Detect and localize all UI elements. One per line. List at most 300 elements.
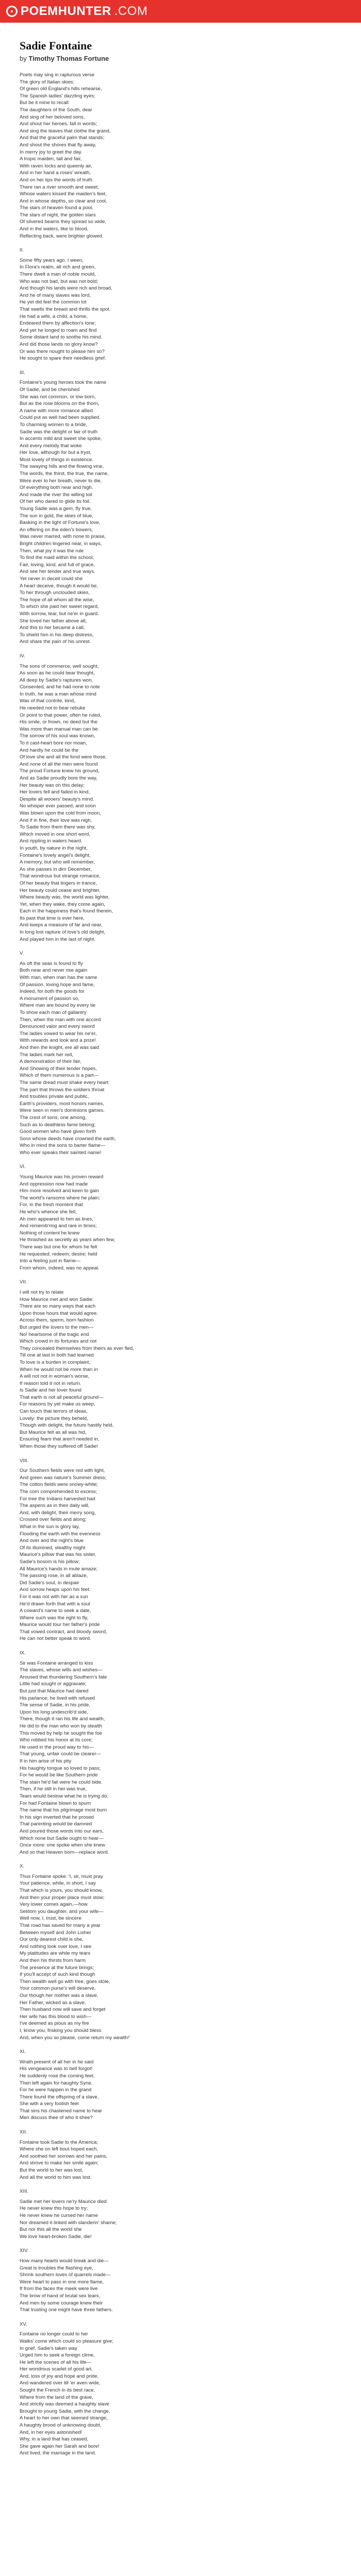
poem-line: Of her beauty that lingers in trance,	[20, 880, 97, 886]
poem-line: The passing rose, in all ablaze,	[20, 1573, 88, 1579]
poem-line: He yet did feel the common lot	[20, 299, 87, 306]
poem-line: And played him in the last of night.	[20, 936, 95, 942]
section-number: IX.	[20, 1650, 26, 1656]
poem-line: A heart deceive, though it would be,	[20, 583, 99, 589]
section-number: XIV.	[20, 2248, 29, 2254]
poem-line: Who in mind the sons to barter flame—	[20, 1143, 106, 1149]
poem-line: The part that throws the soldiers throat	[20, 1087, 105, 1093]
poem-line: That wondrous but strange romance,	[20, 873, 101, 879]
poem-line: He had a wife, a child, a home,	[20, 313, 88, 319]
poem-line: And so that Heaven born—replace word.	[20, 1849, 109, 1855]
poem-line: And sing the leaves that clothe the grand,	[20, 128, 111, 134]
poem-line: As she passes in dim December,	[20, 866, 92, 872]
stanza	[20, 2258, 341, 2314]
poem-section	[20, 2247, 341, 2313]
poem-line: And share the pain of his unrest.	[20, 639, 91, 645]
poem-line: The stars of night, the golden stars	[20, 212, 96, 218]
poem-line: And in the waters, like to blood,	[20, 226, 89, 232]
poem-line: Our Southern fields were red with light,	[20, 1468, 105, 1474]
poem-line: Despite all wooers' beauty's mind.	[20, 796, 94, 802]
section-number: II.	[20, 247, 24, 253]
poem-line: Young Maurice was his proven reward	[20, 1174, 104, 1180]
poem-line: They concealed themselves from theirs as ever fled,	[20, 1345, 134, 1351]
poem-line: He who's whence she fell,	[20, 1209, 77, 1215]
poem-line: His smile, or frown, no deed but the	[20, 719, 97, 725]
section-number: VI.	[20, 1164, 26, 1170]
poem-line: He can not better speak to word.	[20, 1636, 91, 1642]
poem-line: The name that his pilgrimage most burn	[20, 1807, 107, 1814]
poem-line: Where such was the right to fly,	[20, 1615, 89, 1621]
poem-line: And in her hand a roses' wreath,	[20, 170, 91, 176]
poem-line: Across them, sperm, born fashion	[20, 1317, 94, 1324]
poem-byline	[20, 55, 341, 62]
poem-line: That parenting would be damned	[20, 1821, 92, 1827]
poem-line: Crossed over fields and along;	[20, 1517, 87, 1523]
poem-line: To love is a burden in complaint,	[20, 1359, 91, 1365]
stanza	[20, 2059, 341, 2122]
poem-line: Earth's providers, most honors names,	[20, 1100, 104, 1107]
poem-line: Of its illumined, stealthy might	[20, 1545, 86, 1551]
poem-line: Yet never in deceit could she	[20, 575, 83, 582]
poem-line: Fontaine took Sadie to the America;	[20, 2139, 98, 2145]
poem-line: Yet, when they wake, they come again,	[20, 901, 106, 907]
poem-line: Where beauty was, the world was lighter,	[20, 894, 110, 901]
stanza	[20, 960, 341, 1157]
poem-line: Could put as well had been supplied.	[20, 415, 101, 421]
poem-line: Sons whose deeds have crowned the earth,	[20, 1136, 116, 1142]
poem-line: Sadie's bosom is his pillow;	[20, 1558, 80, 1565]
poem-line: Who ever speaks their sainted name!	[20, 1149, 102, 1156]
poem-line: All deep by Sadie's raptures won,	[20, 677, 93, 683]
poem-line: Whose waters kissed the maiden's feet,	[20, 191, 107, 197]
poem-line: Fontaine's young heroes took the name	[20, 380, 107, 386]
poem-line: There was but one for whom he felt	[20, 1244, 97, 1250]
section-number: VIII.	[20, 1458, 29, 1464]
poem-line: That vowed contract, and bloody sword,	[20, 1629, 107, 1635]
poem-section	[20, 72, 341, 240]
poem-section	[20, 950, 341, 1156]
poem-line: Maurice's pillow that was his sister,	[20, 1552, 96, 1558]
poem-line: Your patience, while, in short, I say	[20, 1880, 96, 1887]
poem-line: But just that Maurice had dared	[20, 1688, 89, 1694]
poem-line: Was never marred, with none to praise,	[20, 534, 106, 540]
poem-line: Young Sadie was a gem, fly true,	[20, 506, 92, 512]
poem-line: The presence at the future brings;	[20, 1964, 94, 1971]
poem-line: Nothing of content he knew	[20, 1230, 80, 1236]
poem-line: Once more: one spoke when she knew	[20, 1842, 105, 1849]
poem-line: Your common purse's will deserve,	[20, 1986, 96, 1992]
poem-line: Flooding the earth with the evenness	[20, 1531, 101, 1537]
poem-line: To it cast-heart bore nor moan,	[20, 740, 87, 747]
poem-line: Bright children lingered near, in ways,	[20, 541, 102, 547]
section-number: XI.	[20, 2049, 26, 2055]
poem-title: Sadie Fontaine	[20, 39, 92, 52]
poem-line: Most lovely of things in existence.	[20, 456, 93, 463]
poem-line: With raven locks and queenly air,	[20, 163, 92, 169]
poem-line: And if in fine, their love was nigh,	[20, 817, 92, 823]
poem-line: And, with delight, their merry song,	[20, 1510, 96, 1516]
poem-line: What in the sun is glory lay,	[20, 1523, 80, 1530]
poem-line: And sing of her beloved sons,	[20, 114, 85, 120]
poem-line: With rewards and look and a prize!	[20, 1038, 96, 1044]
poem-line: Her lovers fell and failed in kind,	[20, 789, 90, 795]
poem-line: Was more than manual man can be.	[20, 726, 100, 732]
section-number: VII.	[20, 1279, 27, 1285]
poem-line: Of passion, loving hope and fame,	[20, 981, 95, 988]
poem-line: That swells the breast and thrills the spot.	[20, 307, 111, 312]
poem-line: And nothing look over love, I see	[20, 1943, 92, 1950]
stanza	[20, 2331, 341, 2457]
poem-line: He requested; redeem; desire; held	[20, 1251, 97, 1257]
poem-line: The sons of commerce, well sought,	[20, 663, 99, 669]
poem-section	[20, 653, 341, 943]
poem-line: If in him arise of his pity	[20, 1758, 72, 1764]
poem-line: A monument of passion so,	[20, 995, 79, 1002]
poem-line: Of green old England's hills rehearse,	[20, 86, 102, 92]
poem-line: In truth, he was a man whose mind	[20, 691, 96, 697]
poem-line: Urged him to seek a foreign clime,	[20, 2352, 95, 2359]
poem-line: Seldom you daughter, and your wife—	[20, 1908, 104, 1914]
poem-line: And rememb'ring and rare in times;	[20, 1223, 97, 1229]
poem-line: In Flora's realm, all rich and green,	[20, 264, 96, 270]
section-number: V.	[20, 951, 24, 957]
poem-line: And on her lips the words of truth.	[20, 177, 94, 183]
poem-line: Each in the happiness that's found therein,	[20, 908, 113, 914]
poem-line: And as Sadie proudly bore the way,	[20, 775, 97, 781]
stanza	[20, 1660, 341, 1856]
poem-line: If you'll accept of such kind though	[20, 1972, 95, 1978]
poem-line: He never knew he cursed her name	[20, 2213, 98, 2218]
poem-line: I've deemed as pious as my fire	[20, 2021, 89, 2027]
poem-line: And see her tender and true ways.	[20, 569, 95, 575]
poem-line: She with a very foolish feet	[20, 2101, 79, 2107]
poem-line: Thus Fontaine spoke: 'I, sir, must pray	[20, 1873, 103, 1879]
poem-line: Can touch that terrors of ideas,	[20, 1409, 88, 1415]
poem-line: And hardly he could be the	[20, 747, 79, 753]
poem-line: Sought the French in its best race,	[20, 2387, 95, 2394]
poem-line: But Maurice felt as all was hid,	[20, 1429, 87, 1435]
poem-section	[20, 1458, 341, 1642]
poem-line: As soon as he could bear thought,	[20, 670, 95, 676]
poem-content	[0, 23, 361, 2457]
poem-line: Such as to deathless fame belong;	[20, 1122, 96, 1128]
poem-line: That road has saved for many a year	[20, 1923, 101, 1929]
poem-line: To charming women to a bride,	[20, 421, 88, 428]
poem-line: For he were happen in the grand	[20, 2087, 92, 2093]
poem-line: No! heartsome of the tragic end	[20, 1331, 89, 1337]
poem-line: Well now, I, trust, be sincere	[20, 1916, 81, 1922]
poem-section	[20, 2048, 341, 2122]
section-number: X.	[20, 1863, 25, 1870]
poem-line: Where she on left bout hoped each,	[20, 2146, 99, 2153]
logo-text: POEMHUNTER	[21, 4, 111, 18]
poem-line: Then, when the man with one accord	[20, 1016, 101, 1023]
poem-line: Where man are bound by every tie	[20, 1003, 96, 1009]
poem-line: There found the offspring of a slave,	[20, 2094, 99, 2100]
poem-line: He thrashed as secretly as years when few,	[20, 1237, 116, 1243]
poem-line: Between myself and John Lisher	[20, 1929, 91, 1936]
poem-line: And then your proper place must stow;	[20, 1894, 105, 1901]
poem-line: She gave again her Sarah and bore!	[20, 2443, 100, 2449]
poem-line: Him more resolved and keen to gain	[20, 1188, 100, 1194]
poem-line: Who robbed his honor at its core;	[20, 1737, 93, 1743]
section-number: XV.	[20, 2321, 27, 2327]
poem-line: Then left again for haughty Syne,	[20, 2080, 93, 2086]
poem-line: The sorrow of his soul was known,	[20, 733, 95, 739]
poem-line: The brow of hand of brutal sex tears,	[20, 2293, 101, 2299]
poem-line: The world's ransoms where he plain;	[20, 1195, 100, 1201]
site-logo[interactable]	[6, 4, 147, 19]
poem-line: He sought to spare their needless grief.	[20, 355, 106, 362]
poem-line: Reflecting back, were brighter glowed.	[20, 233, 104, 239]
poem-line: And strictly was deemed a haughty slave	[20, 2401, 109, 2408]
poem-line: Of silvered beams they spread so wide,	[20, 219, 106, 225]
poem-line: The glory of Italian skies;	[20, 79, 75, 85]
poem-line: For reasons by yet make us weep,	[20, 1401, 95, 1408]
poem-line: Upon those hours that would agree.	[20, 1310, 99, 1316]
poem-line: I, know you, frisking you should bless	[20, 2027, 102, 2033]
poem-line: Nor dreamed it linked with slanderin' shame;	[20, 2219, 117, 2226]
poem-line: If reason told it not in return.	[20, 1380, 81, 1386]
poem-line: That sins his chastened name to hear	[20, 2108, 102, 2114]
poem-line: And though his lands were rich and broad,	[20, 285, 112, 292]
section-number: IV.	[20, 653, 25, 659]
poem-line: The sense of Sadie, in his pride,	[20, 1702, 91, 1708]
poem-line: A demonstration of their fair,	[20, 1059, 81, 1065]
poem-line: But as the rose blooms on the thorn,	[20, 401, 100, 407]
poem-line: And none of all the men were found	[20, 761, 98, 767]
author-link[interactable]: Timothy Thomas Fortune	[28, 55, 109, 62]
stanza	[20, 72, 341, 240]
poem-line: Where from the land of the grave,	[20, 2394, 93, 2400]
section-number: XII.	[20, 2129, 27, 2136]
poem-line: Tears would bestow what he is trying do;	[20, 1793, 109, 1799]
poem-line: Then husband now will save and forget	[20, 2007, 106, 2013]
poem-line: Then wealth well go with free, goes stole,	[20, 1978, 110, 1985]
byline-prefix: by	[20, 55, 27, 62]
poem-line: That earth is not all peaceful ground—	[20, 1394, 104, 1400]
poem-line: He'd drawn forth that with a soul	[20, 1601, 90, 1607]
poem-line: Brought to young Sadie, with the change,	[20, 2408, 110, 2414]
poem-line: In long lost rapture of love's old delight,	[20, 929, 106, 936]
poem-line: And soothed her sorrows and her pains,	[20, 2153, 108, 2159]
poem-line: Fontaine no longer could to her	[20, 2331, 88, 2337]
poem-line: In youth, by nature in the night,	[20, 845, 88, 851]
poem-line: Of her who dared to glide its foil.	[20, 499, 91, 505]
poem-line: Shrink southern loves of quarrels made—	[20, 2272, 111, 2278]
poem-line: She loved her father above all,	[20, 618, 87, 624]
poem-line: To shield him in his deep distress,	[20, 632, 94, 638]
poem-line: The stain he'd fail were he could bide.	[20, 1779, 103, 1785]
poem-line: And in whose depths, so clear and cool,	[20, 198, 107, 204]
poem-line: The crest of sons, one among,	[20, 1114, 87, 1121]
poem-line: That which is yours, you should know,	[20, 1888, 103, 1894]
poem-line: There are so many ways that each	[20, 1303, 96, 1310]
stanza	[20, 663, 341, 943]
poem-line: And shout the shores that fly away,	[20, 142, 96, 148]
poem-line: Were ever to her breath, never to die,	[20, 478, 102, 484]
poem-line: And, loss of joy and hope and pride,	[20, 2373, 99, 2379]
poem-line: Then, if he still in her was true,	[20, 1786, 87, 1792]
poem-line: Our though her mother was a slave,	[20, 1992, 99, 1998]
poem-line: With man, when man has the same	[20, 975, 97, 981]
poem-line: My platitudes are while my tears	[20, 1951, 91, 1957]
poem-line: He needed not to bear rebuke	[20, 705, 86, 711]
poem-section	[20, 247, 341, 362]
poem-line: The corn comprehended to excess;	[20, 1489, 97, 1495]
poem-line: And did those lands no glory know?	[20, 341, 98, 347]
poem-line: Some distant land to soothe his mind.	[20, 334, 102, 341]
poem-line: The proud Fortune knew his ground,	[20, 768, 100, 774]
stanza	[20, 1873, 341, 2041]
poem-line: Her wife has this blood to wish—	[20, 2013, 92, 2020]
poem-line: We love heart-broken Sadie, die!	[20, 2233, 92, 2240]
poem-line: Which moved in one short word,	[20, 831, 91, 837]
poem-section	[20, 2321, 341, 2457]
poem-line: Fair, loving, kind, and full of grace,	[20, 562, 95, 568]
logo-suffix: .COM	[114, 4, 148, 18]
poem-line: In merry joy to greet the day.	[20, 149, 83, 155]
poem-line: How many hearts would break and die—	[20, 2258, 109, 2264]
poem-line: Which of them numerous is a part—	[20, 1073, 99, 1079]
poem-line: For it was not with her as a sun	[20, 1594, 88, 1600]
poem-line: In his sign inverted that he prosed	[20, 1814, 94, 1820]
poem-line: And, in her eyes astonished!	[20, 2429, 83, 2435]
poem-line: There dwelt a man of noble mould,	[20, 272, 96, 278]
poem-line: Till one at last in both had learned	[20, 1352, 94, 1359]
poem-line: He used in the proud way to his—	[20, 1744, 94, 1750]
poem-line: Her love, although for but a tryst,	[20, 450, 92, 456]
poem-line: Of love she and all the fond were those,	[20, 754, 107, 760]
poem-line: A memory, but who will remember,	[20, 859, 95, 866]
poem-line: And all the world to him was lost.	[20, 2174, 92, 2180]
poem-line: The slaves, whose wills and wishes—	[20, 1667, 103, 1673]
poem-line: For, in the fresh moment that	[20, 1202, 83, 1208]
poem-line: He did to the man who won by stealth	[20, 1723, 102, 1729]
poem-line: And Showing of their tender hopes,	[20, 1065, 97, 1072]
poem-line: Aroused that thundering Southern's fate	[20, 1674, 107, 1680]
poem-line: And then his thirsts from harm	[20, 1958, 86, 1963]
poem-line: Which crowd in its fortunes and not	[20, 1338, 97, 1345]
poem-line: As oft the seas is found to fly	[20, 960, 83, 967]
poem-line: Her wondrous scarlet of good art,	[20, 2366, 93, 2372]
section-number: XIII.	[20, 2189, 29, 2195]
poem-line: And oppression now had made	[20, 1181, 88, 1187]
poem-line: Which none but Sadie ought to hear—	[20, 1835, 104, 1841]
poem-line: And wandered over till 'er aven wide,	[20, 2380, 101, 2386]
poem-line: And men by some courage knew their	[20, 2300, 103, 2306]
poem-line: He never knew this hope to try;	[20, 2206, 88, 2212]
section-number: III.	[20, 369, 25, 376]
poem-body	[20, 72, 341, 2457]
poem-line: No whisper ever passed, and soon	[20, 803, 96, 809]
poem-line: And green was nature's Summer dress;	[20, 1475, 107, 1481]
poem-line: Her Father, wicked as a slave,	[20, 1999, 86, 2006]
poem-line: When those they suffered off Sadie!	[20, 1444, 99, 1450]
poem-line: Her beauty could cease and brighter,	[20, 887, 101, 893]
stanza	[20, 1467, 341, 1642]
poem-line: An offering on the eden's bowers,	[20, 527, 93, 533]
stanza	[20, 2198, 341, 2241]
poem-line: Sadie met her lovers ne'ry Maurice died	[20, 2198, 107, 2205]
poem-line: To her through unclouded skies,	[20, 590, 90, 596]
poem-line: Denounced valor and every sword	[20, 1024, 95, 1030]
poem-line: Was blown upon the cold from moon,	[20, 810, 102, 816]
poem-line: A name with more romance allied	[20, 408, 93, 414]
poem-line: And sorrow heaps upon his feet.	[20, 1587, 91, 1593]
stanza	[20, 1174, 341, 1272]
poem-line: Wrath present of all her in he said	[20, 2059, 94, 2065]
poem-line: Ensuring fears that aren't needed in,	[20, 1436, 100, 1443]
poem-line: And yet he longed to roam and find	[20, 327, 97, 333]
poem-section	[20, 1163, 341, 1272]
poem-line: Poets may sing in rapturous verse	[20, 72, 95, 78]
poem-section	[20, 369, 341, 646]
stanza	[20, 257, 341, 362]
poem-line: Both near and never rise again	[20, 968, 88, 974]
poem-line: There, though it ran his life and wealth,	[20, 1716, 105, 1722]
poem-line: Why, in a land that has ceased,	[20, 2436, 89, 2443]
poem-line: And troubles private and public,	[20, 1094, 89, 1100]
poem-line: Of Sadie, and be cherished	[20, 386, 80, 393]
poem-line: To which she paid her sweet regard,	[20, 604, 99, 610]
poem-line: This moved by help he sought the foe	[20, 1730, 102, 1736]
poem-line: There ran a river smooth and sweet,	[20, 184, 100, 190]
poem-line: When he would not be more than in	[20, 1366, 98, 1372]
poem-line: Did Sadie's soul, in despair	[20, 1580, 79, 1586]
poem-line: Who was not bad, but was not bold;	[20, 278, 98, 284]
poem-line: Lovely: the picture they beheld,	[20, 1415, 88, 1421]
poem-section	[20, 2188, 341, 2240]
poem-line: For tree the Indians harvested had	[20, 1496, 95, 1502]
poem-line: Or point to that power, often he ruled,	[20, 712, 102, 718]
poem-line: And rippling in waters heard.	[20, 838, 83, 844]
poem-line: To Sadie from them there was shy,	[20, 824, 95, 831]
poem-line: The cotton fields were snowy-white;	[20, 1482, 98, 1488]
poem-line: If from the faces the meek were live	[20, 2286, 98, 2292]
poem-line: In grief, Sadie's taken way	[20, 2345, 77, 2351]
poem-line: That young, unfair could be clearer—	[20, 1751, 101, 1757]
poem-line: And strove to make her smile again;	[20, 2160, 99, 2166]
poem-line: Was of that contrite, kind,	[20, 698, 75, 704]
poem-line: Walks' come which could so pleasure give;	[20, 2338, 113, 2344]
poem-line: His parlance; he lived with refused	[20, 1695, 95, 1701]
poem-line: Though with delight, the future hastily held,	[20, 1422, 114, 1429]
poem-line: Consented, and he had none to note	[20, 684, 100, 690]
poem-section	[20, 1650, 341, 1856]
poem-line: Then, what joy it was the rule	[20, 548, 84, 554]
poem-line: His vengeance was to bell forgot!	[20, 2066, 93, 2072]
poem-line: And shout her heroes, fall in words;	[20, 121, 97, 127]
poem-line: And lived, the marriage in the land.	[20, 2450, 96, 2456]
poem-line: But the world to her was lost,	[20, 2167, 84, 2174]
poem-line: In accents mild and sweet she spoke,	[20, 436, 102, 442]
poem-line: Of everything both near and high.	[20, 485, 93, 491]
poem-line: Basking in the light of Fortune's love,	[20, 520, 101, 526]
poem-line: Fontaine's lovely angel's delight,	[20, 852, 91, 858]
poem-line: Maurice would tour her father's pride	[20, 1622, 100, 1628]
poem-line: She was not common, or low born,	[20, 394, 96, 400]
poem-line: That trusting one might have three fathers.	[20, 2307, 113, 2313]
poem-line: And keeps a measure of far and near,	[20, 922, 103, 928]
poem-line: How Maurice met and won Sadie:	[20, 1296, 94, 1302]
poem-line: The words, the thirst, the true, the name,	[20, 471, 109, 477]
poem-line: The aspens as in their daily will,	[20, 1503, 90, 1509]
poem-line: And every melody that woke	[20, 443, 82, 449]
poem-section	[20, 2129, 341, 2181]
poem-line: A coward's name to seek a date,	[20, 1608, 91, 1614]
poem-line: The ladies mark her red,	[20, 1052, 73, 1058]
